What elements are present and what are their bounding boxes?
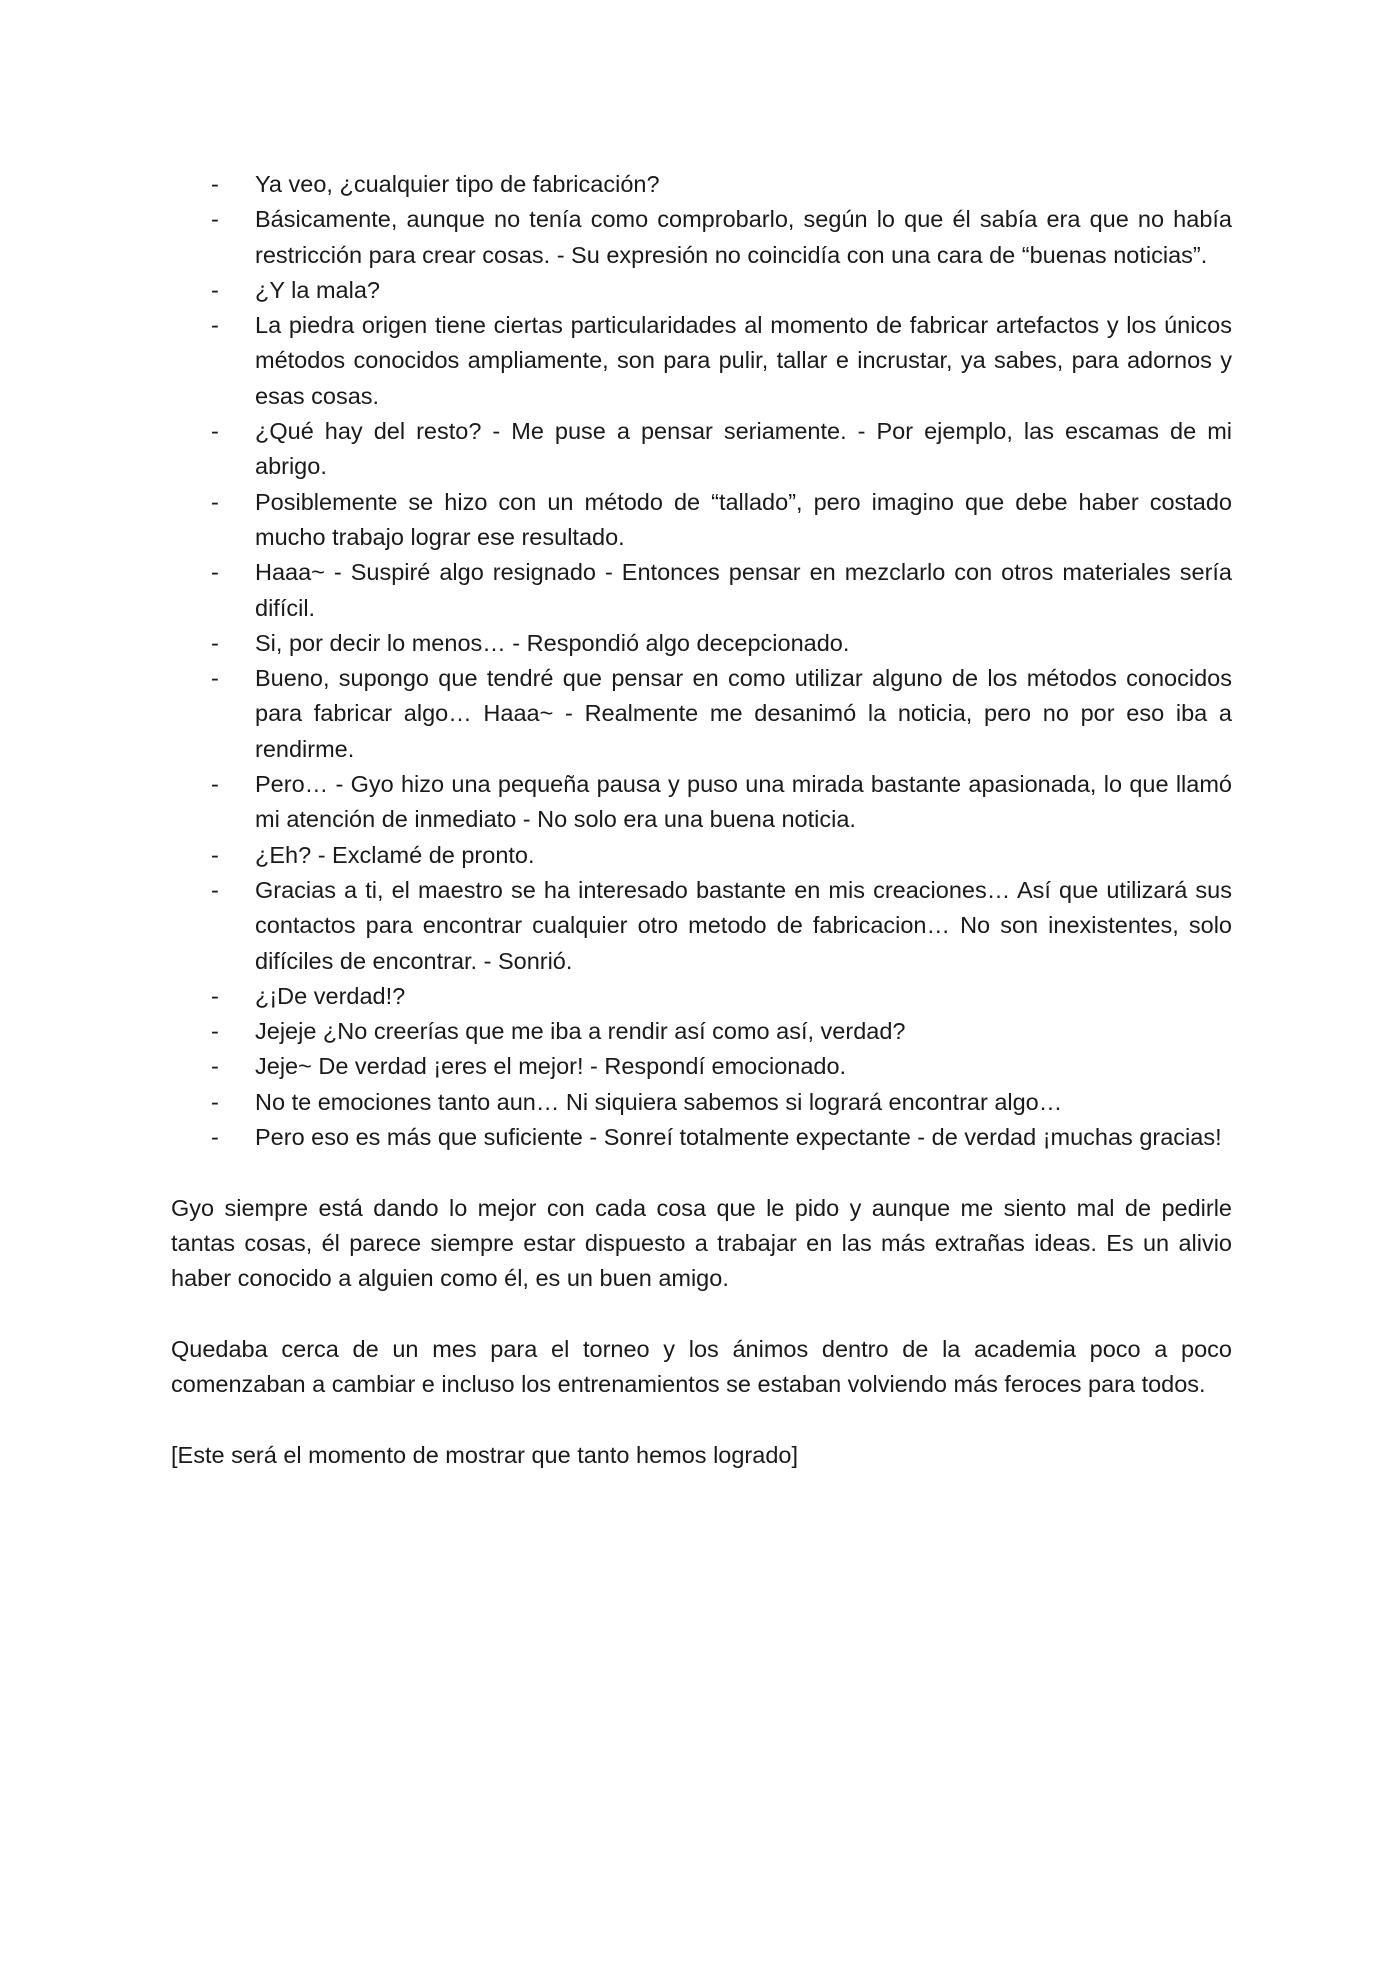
dialogue-line: [171, 414, 1232, 485]
dialogue-line: [171, 1049, 1232, 1084]
dialogue-text: ¿¡De verdad!?: [255, 982, 406, 1009]
dialogue-dash: -: [211, 1088, 219, 1115]
dialogue-dash: -: [211, 488, 219, 515]
dialogue-text: Jeje~ De verdad ¡eres el mejor! - Respondí emocionado.: [255, 1053, 847, 1080]
dialogue-line: [171, 1014, 1232, 1049]
dialogue-dash: -: [211, 771, 219, 798]
dialogue-dash: -: [211, 982, 219, 1009]
dialogue-text: Si, por decir lo menos… - Respondió algo decepcionado.: [255, 629, 850, 656]
dialogue-text: Básicamente, aunque no tenía como comprobarlo, según lo que él sabía era que no había restricción para crear cosas. - Su expresión no coincidía con una cara de “buenas noticias”.: [255, 206, 1232, 268]
dialogue-text: La piedra origen tiene ciertas particularidades al momento de fabricar artefactos y los únicos métodos conocidos ampliamente, son para pulir, tallar e incrustar, ya sabes, para adornos y esas cosas.: [255, 312, 1232, 409]
dialogue-line: [171, 838, 1232, 873]
dialogue-dash: -: [211, 1053, 219, 1080]
dialogue-line: [171, 979, 1232, 1014]
dialogue-line: [171, 626, 1232, 661]
narrative-paragraph: Gyo siempre está dando lo mejor con cada cosa que le pido y aunque me siento mal de pedirle tantas cosas, él parece siempre estar dispuesto a trabajar en las más extrañas ideas. Es un alivio haber conocido a alguien como él, es un buen amigo.: [171, 1194, 1232, 1292]
dialogue-text: Pero eso es más que suficiente - Sonreí totalmente expectante - de verdad ¡muchas gracias!: [255, 1124, 1222, 1151]
dialogue-line: [171, 273, 1232, 308]
dialogue-text: Jejeje ¿No creerías que me iba a rendir así como así, verdad?: [255, 1018, 906, 1045]
thought-paragraph: [Este será el momento de mostrar que tanto hemos logrado]: [171, 1441, 798, 1468]
dialogue-text: ¿Qué hay del resto? - Me puse a pensar seriamente. - Por ejemplo, las escamas de mi abrigo.: [255, 418, 1232, 480]
dialogue-text: Haaa~ - Suspiré algo resignado - Entonces pensar en mezclarlo con otros materiales sería difícil.: [255, 559, 1232, 621]
dialogue-dash: -: [211, 665, 219, 692]
dialogue-text: No te emociones tanto aun… Ni siquiera sabemos si logrará encontrar algo…: [255, 1088, 1063, 1115]
dialogue-list: [171, 167, 1232, 1155]
dialogue-dash: -: [211, 171, 219, 197]
dialogue-line: [171, 167, 1232, 202]
page-content: [171, 167, 1232, 1473]
dialogue-dash: -: [211, 876, 219, 903]
dialogue-line: [171, 202, 1232, 273]
dialogue-line: [171, 661, 1232, 767]
dialogue-dash: -: [211, 629, 219, 656]
dialogue-line: [171, 767, 1232, 838]
dialogue-dash: -: [211, 276, 219, 303]
dialogue-text: Ya veo, ¿cualquier tipo de fabricación?: [255, 171, 660, 197]
dialogue-dash: -: [211, 1018, 219, 1045]
dialogue-dash: -: [211, 841, 219, 868]
dialogue-dash: -: [211, 1124, 219, 1151]
dialogue-line: [171, 308, 1232, 414]
dialogue-line: [171, 873, 1232, 979]
dialogue-dash: -: [211, 312, 219, 339]
dialogue-line: [171, 1085, 1232, 1120]
dialogue-text: Gracias a ti, el maestro se ha interesado bastante en mis creaciones… Así que utilizará sus contactos para encontrar cualquier otro metodo de fabricacion… No son inexistentes, solo difíciles de encontrar. - Sonrió.: [255, 876, 1232, 974]
dialogue-text: Bueno, supongo que tendré que pensar en como utilizar alguno de los métodos conocidos para fabricar algo… Haaa~ - Realmente me desanimó la noticia, pero no por eso iba a rendirme.: [255, 665, 1232, 762]
dialogue-line: [171, 485, 1232, 556]
dialogue-text: Posiblemente se hizo con un método de “tallado”, pero imagino que debe haber costado mucho trabajo lograr ese resultado.: [255, 488, 1232, 550]
dialogue-dash: -: [211, 206, 219, 233]
dialogue-line: [171, 1120, 1232, 1155]
dialogue-dash: -: [211, 559, 219, 586]
dialogue-text: ¿Y la mala?: [255, 276, 380, 303]
dialogue-dash: -: [211, 418, 219, 445]
dialogue-text: ¿Eh? - Exclamé de pronto.: [255, 841, 535, 868]
dialogue-text: Pero… - Gyo hizo una pequeña pausa y puso una mirada bastante apasionada, lo que llamó mi atención de inmediato - No solo era una buena noticia.: [255, 771, 1232, 833]
dialogue-line: [171, 555, 1232, 626]
narrative-paragraph: Quedaba cerca de un mes para el torneo y los ánimos dentro de la academia poco a poco comenzaban a cambiar e incluso los entrenamientos se estaban volviendo más feroces para todos.: [171, 1335, 1232, 1398]
